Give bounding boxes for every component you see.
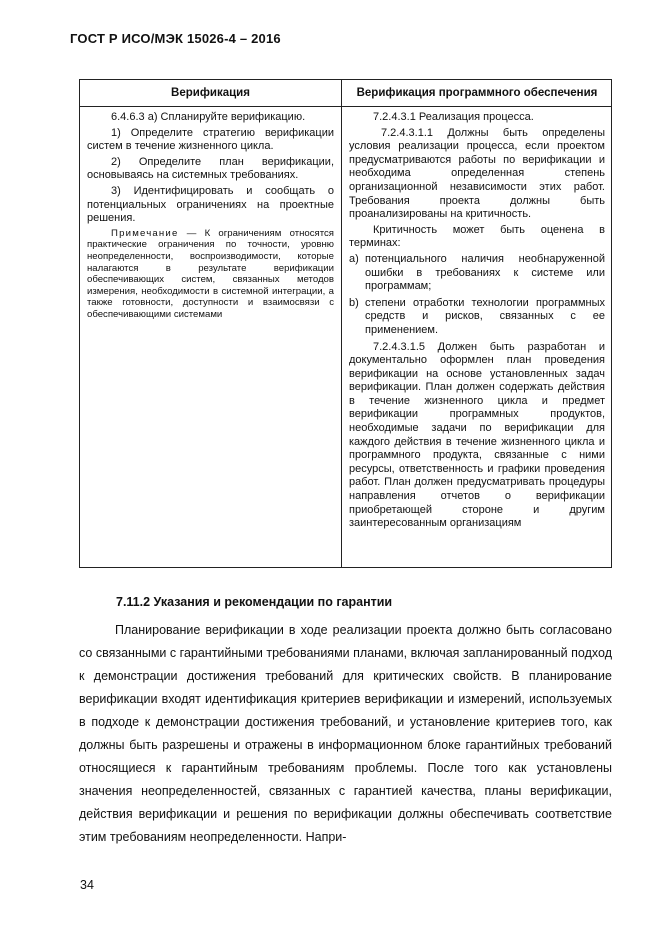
right-paragraph: 7.2.4.3.1.5 Должен быть разработан и документально оформлен план проведения верификации на основе установленных задач верификации. План должен содержать действия в течение жизненного цикла и предмет верификации программных продуктов, необходимые задачи по верификации для каждого действия в течение жизненного цикла и программного продукта, связанные с ними ресурсы, ответственность и графики проведения работ. План должен предусматривать процедуры направления отчетов о верификации приобретающей стороне и другим заинтересованным организациям: [349, 340, 605, 530]
table-header-verification: Верификация: [171, 87, 250, 99]
column-divider: [341, 80, 342, 567]
header-divider: [80, 106, 611, 107]
document-header: ГОСТ Р ИСО/МЭК 15026-4 – 2016: [70, 31, 281, 46]
note-text: — К ограничениям относятся практические ограничения по точности, уровню неопределенности, воспроизводимости, которые налагаются в результате верификации обеспечивающих систем, связанных методов измерения, необходимости в системной интеграции, а также готовности, доступности и взаимосвязи с обеспечивающими системами: [87, 227, 334, 320]
note: [87, 228, 334, 321]
list-marker: a): [349, 252, 359, 265]
note-label: Примечание: [111, 227, 179, 239]
right-paragraph: 7.2.4.3.1.1 Должны быть определены условия реализации процесса, если проектом предусматриваются работы по верификации и необходима определенная степень организационной независимости этих работ. Требования проекта должны быть проанализированы на критичность.: [349, 126, 605, 221]
list-item: [349, 253, 605, 294]
left-cell: [87, 111, 334, 323]
list-text: потенциального наличия необнаруженной ошибки в требованиях к системе или программам;: [365, 252, 605, 293]
body-paragraph: Планирование верификации в ходе реализации проекта должно быть согласовано со связанными с гарантийными требованиями планами, включая запланированный подход к демонстрации достижения требований для критических свойств. В планирование верификации входят идентификация критериев верификации и измерений, используемых в подходе к демонстрации достижения требований, и установление критериев того, как должны быть разрешены и отражены в информационном блоке гарантийных требований относящиеся к гарантийным требованиям проблемы. После того как установлены значения неопределенностей, связанных с гарантией качества, планы верификации, действия верификации и решения по верификации должны обеспечивать соответствие этим требованиям неопределенности. Напри-: [79, 623, 612, 844]
list-item: [349, 297, 605, 338]
left-paragraph: 3) Идентифицировать и сообщать о потенциальных ограничениях на проектные решения.: [87, 184, 334, 225]
right-paragraph: 7.2.4.3.1 Реализация процесса.: [373, 111, 534, 123]
list-marker: b): [349, 296, 359, 309]
list-text: степени отработки технологии программных средств и рисков, связанных с ее применением.: [365, 296, 605, 336]
left-paragraph: 1) Определите стратегию верификации систем в течение жизненного цикла.: [87, 126, 334, 153]
section-heading: 7.11.2 Указания и рекомендации по гарантии: [116, 595, 393, 609]
left-paragraph: 2) Определите план верификации, основываясь на системных требованиях.: [87, 155, 334, 182]
right-paragraph: Критичность может быть оценена в терминах:: [349, 223, 605, 250]
left-paragraph: 6.4.6.3 а) Спланируйте верификацию.: [111, 111, 306, 123]
table-header-software-verification: Верификация программного обеспечения: [356, 87, 598, 99]
body-text: [79, 619, 612, 849]
page-number: 34: [80, 878, 94, 892]
right-cell: [349, 111, 605, 533]
comparison-table: [79, 79, 612, 568]
